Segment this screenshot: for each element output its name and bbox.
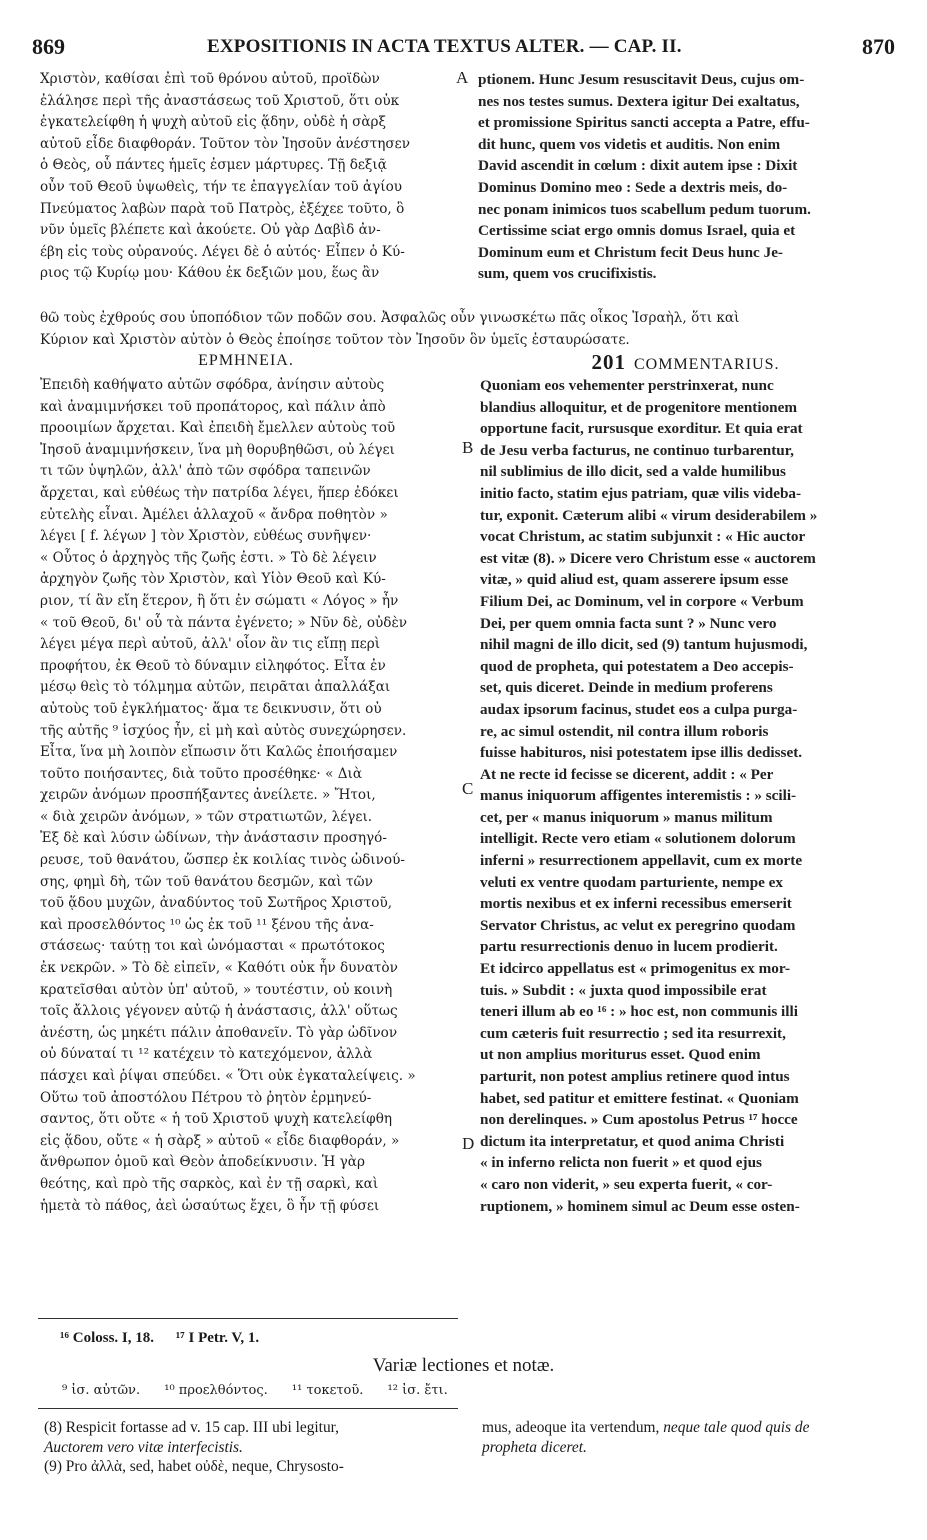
- latin-commentary-line: teneri illum ab eo ¹⁶ : » hoc est, non communis illi: [480, 1003, 798, 1021]
- greek-text-line: έβη εἰς τοὺς οὐρανούς. Λέγει δὲ ὁ αὐτός· Εἶπεν ὁ Κύ-: [40, 243, 405, 260]
- latin-commentary-line: opportune facit, rursusque exorditur. Et quia erat: [480, 420, 803, 438]
- scripture-ref: ¹⁶ Coloss. I, 18.: [60, 1330, 155, 1346]
- greek-commentary-line: αὐτοὺς τοῦ ἐγκλήματος· ἅμα τε δεικνυσιν, ὅτι οὐ: [40, 700, 382, 717]
- column-number: 201: [591, 350, 626, 374]
- variae-lectiones: [62, 1383, 468, 1398]
- greek-commentary-line: λέγει [ f. λέγων ] τὸν Χριστὸν, εὐθέως συνῆψεν·: [40, 528, 372, 545]
- running-title: EXPOSITIONIS IN ACTA TEXTUS ALTER. — CAP. II.: [207, 36, 682, 57]
- notes-left-column: [44, 1418, 464, 1477]
- latin-commentary-line: Servator Christus, ac velut ex peregrino quodam: [480, 916, 796, 934]
- note-line: (9) Pro ἀλλὰ, sed, habet οὐδὲ, neque, Chrysosto-: [44, 1458, 344, 1475]
- latin-commentary-line: ruptionem, » hominem simul ac Deum esse osten-: [480, 1197, 800, 1215]
- latin-commentary-line: set, quis diceret. Deinde in medium proferens: [480, 679, 773, 697]
- greek-commentary-line: « διὰ χειρῶν ἀνόμων, » τῶν στρατιωτῶν, λέγει.: [40, 808, 373, 825]
- latin-commentary-line: initio facto, statim ejus patriam, quæ vilis videba-: [480, 484, 802, 502]
- latin-text-line: Certissime sciat ergo omnis domus Israel, quia et: [478, 222, 796, 240]
- greek-commentary-line: Ἐξ δὲ καὶ λύσιν ὠδίνων, τὴν ἀνάστασιν προσηγό-: [40, 830, 387, 847]
- greek-commentary-line: ρευσε, τοῦ θανάτου, ὥσπερ ἐκ κοιλίας τινὸς ὠδινού-: [40, 852, 405, 869]
- note-italic: neque tale quod quis de: [663, 1419, 810, 1436]
- notes-rule: [38, 1408, 458, 1409]
- greek-commentary-line: Εἶτα, ἵνα μὴ λοιπὸν εἴπωσιν ὅτι Καλῶς ἐποιήσαμεν: [40, 744, 398, 761]
- greek-commentary: [40, 375, 455, 1217]
- latin-commentary-line: cet, per « manus iniquorum » manus militum: [480, 808, 773, 826]
- latin-commentary-line: At ne recte id fecisse se dicerent, addit : « Per: [480, 765, 774, 783]
- greek-commentary-line: οὐ δύναταί τι ¹² κατέχειν τὸ κατεχόμενον, ἀλλὰ: [40, 1046, 373, 1063]
- greek-commentary-line: προφήτου, ἐκ Θεοῦ τὸ δύναμιν εἰληφότος. Εἶτα ἐν: [40, 657, 386, 674]
- greek-text-line: οὖν τοῦ Θεοῦ ὑψωθεὶς, τήν τε ἐπαγγελίαν τοῦ ἁγίου: [40, 178, 403, 195]
- variae-lectiones-title: Variæ lectiones et notæ.: [372, 1355, 555, 1376]
- greek-commentary-line: στάσεως· ταύτῃ τοι καὶ ὠνόμασται « πρωτότοκος: [40, 938, 385, 955]
- latin-text-line: dit hunc, quem vos videtis et auditis. Non enim: [478, 135, 781, 153]
- greek-text-line: νῦν ὑμεῖς βλέπετε καὶ ἀκούετε. Οὐ γὰρ Δαβὶδ ἀν-: [40, 222, 381, 239]
- notes-right-column: [482, 1418, 894, 1457]
- latin-commentary-line: inferni » resurrectionem appellavit, cum ex morte: [480, 852, 803, 870]
- note-line: [44, 1438, 464, 1458]
- greek-commentary-line: πάσχει καὶ ῥίψαι σπεύδει. « Ὅτι οὐκ ἐγκαταλείψεις. »: [40, 1068, 416, 1084]
- latin-commentary-line: ut non amplius moriturus esset. Quod enim: [480, 1046, 761, 1064]
- greek-commentary-line: « Οὗτος ὁ ἀρχηγὸς τῆς ζωῆς ἐστι. » Τὸ δὲ λέγειν: [40, 549, 377, 566]
- greek-commentary-line: τοῖς ἄλλοις γέγονεν αὐτῷ ἡ ἀνάστασις, ἀλλ' οὕτως: [40, 1003, 398, 1020]
- greek-commentary-line: Ἰησοῦ ἀναμιμνήσκειν, ἵνα μὴ θορυβηθῶσι, οὐ λέγει: [40, 441, 395, 458]
- greek-commentary-line: καὶ ἀναμιμνήσκει τοῦ προπάτορος, καὶ πάλιν ἀπὸ: [40, 398, 386, 415]
- latin-commentary-line: manus iniquorum affigentes interemistis : » scili-: [480, 787, 797, 805]
- greek-commentary-line: ἐκ νεκρῶν. » Τὸ δὲ εἰπεῖν, « Καθότι οὐκ ἦν δυνατὸν: [40, 960, 398, 977]
- note-line: (8) Respicit fortasse ad v. 15 cap. III ubi legitur,: [44, 1419, 339, 1436]
- greek-commentary-line: τοῦτο ποιήσαντες, διὰ τοῦτο προσέθηκε· « Διὰ: [40, 765, 363, 782]
- latin-commentary: [480, 375, 895, 1217]
- scripture-references: [60, 1330, 277, 1347]
- page-header: [32, 34, 895, 64]
- greek-commentary-line: θεότης, καὶ πρὸ τῆς σαρκὸς, καὶ ἐν τῇ σαρκὶ, καὶ: [40, 1175, 379, 1192]
- scripture-ref: ¹⁷ I Petr. V, 1.: [175, 1330, 260, 1346]
- latin-commentary-line: dictum ita interpretatur, et quod anima Christi: [480, 1132, 785, 1150]
- note-line: [482, 1418, 894, 1438]
- greek-text-line: Πνεύματος λαβὼν παρὰ τοῦ Πατρὸς, ἐξέχεε τοῦτο, ὃ: [40, 200, 405, 217]
- latin-text-line: sum, quem vos crucifixistis.: [478, 265, 657, 283]
- latin-commentary-line: nil sublimius de illo dicit, sed a valde humilibus: [480, 463, 786, 481]
- greek-commentary-line: σαντος, ὅτι οὔτε « ἡ τοῦ Χριστοῦ ψυχὴ κατελείφθη: [40, 1111, 393, 1128]
- variant-reading: ¹⁰ προελθόντος.: [164, 1383, 268, 1398]
- latin-commentary-line: Et idcirco appellatus est « primogenitus ex mor-: [480, 960, 791, 978]
- latin-text-line: nes nos testes sumus. Dextera igitur Dei exaltatus,: [478, 92, 800, 110]
- latin-commentary-line: quod de propheta, qui potestatem a Deo accepis-: [480, 657, 794, 675]
- latin-commentary-line: fuisse habituros, nisi potestatem ipse illis dedisset.: [480, 744, 803, 762]
- greek-commentary-line: Οὕτω τοῦ ἀποστόλου Πέτρου τὸ ῥητὸν ἑρμηνεύ-: [40, 1089, 372, 1106]
- greek-commentary-line: μέσῳ θεὶς τὸ τόλμημα αὐτῶν, πειρᾶται ἀπαλλάξαι: [40, 679, 391, 696]
- greek-text-line: ἐγκατελείφθη ἡ ψυχὴ αὐτοῦ εἰς ᾅδην, οὐδὲ ἡ σὰρξ: [40, 114, 387, 131]
- latin-commentary-line: mortis nexibus et ex inferni recessibus emerserit: [480, 895, 792, 913]
- latin-commentary-line: veluti ex ventre quodam parturiente, nempe ex: [480, 873, 784, 891]
- greek-text-line: ἐλάλησε περὶ τῆς ἀναστάσεως τοῦ Χριστοῦ, ὅτι οὐκ: [40, 92, 400, 109]
- latin-commentary-line: re, ac simul ostendit, nil contra illum roboris: [480, 722, 769, 740]
- latin-text-line: et promissione Spiritus sancti accepta a Patre, effu-: [478, 114, 810, 132]
- note-text: mus, adeoque ita vertendum,: [482, 1419, 660, 1436]
- greek-commentary-line: σης, φημὶ δὴ, τῶν τοῦ θανάτου δεσμῶν, καὶ τῶν: [40, 873, 373, 890]
- greek-commentary-line: ἀνέστη, ὡς μηκέτι πάλιν ἀποθανεῖν. Τὸ γὰρ ὠδῖνον: [40, 1024, 398, 1041]
- greek-commentary-line: τι τῶν ὑψηλῶν, ἀλλ' ἀπὸ τῶν σφόδρα ταπεινῶν: [40, 463, 371, 480]
- greek-section-heading: ΕΡΜΗΝΕΙΑ.: [198, 352, 294, 369]
- latin-text-line: David ascendit in cœlum : dixit autem ipse : Dixit: [478, 157, 798, 175]
- greek-commentary-line: ἡμετὰ τὸ πάθος, ἀεὶ ὡσαύτως ἔχει, ὃ ἦν τῇ φύσει: [40, 1197, 380, 1214]
- greek-commentary-line: εἰς ᾅδου, οὔτε « ἡ σὰρξ » αὐτοῦ « εἶδε διαφθοράν, »: [40, 1132, 400, 1149]
- latin-commentary-line: blandius alloquitur, et de progenitore mentionem: [480, 398, 798, 416]
- latin-commentary-line: habet, sed patitur et emittere festinat. « Quoniam: [480, 1089, 799, 1107]
- latin-commentary-line: Filium Dei, ac Dominum, vel in corpore « Verbum: [480, 592, 804, 610]
- latin-heading-label: COMMENTARIUS.: [633, 356, 780, 373]
- latin-commentary-line: audax ipsorum facinus, studet eos a culpa purga-: [480, 700, 798, 718]
- greek-commentary-line: κρατεῖσθαι αὐτὸν ὑπ' αὐτοῦ, » τουτέστιν, οὐ κοινὴ: [40, 981, 393, 998]
- latin-commentary-line: cum cæteris fuit resurrectio ; sed ita resurrexit,: [480, 1024, 786, 1042]
- greek-commentary-line: Ἐπειδὴ καθήψατο αὐτῶν σφόδρα, ἀνίησιν αὐτοὺς: [40, 377, 385, 393]
- latin-commentary-line: vocat Christum, ac statim subjunxit : « Hic auctor: [480, 528, 806, 546]
- latin-commentary-line: tuis. » Subdit : « juxta quod impossibile erat: [480, 981, 767, 999]
- greek-commentary-line: « τοῦ Θεοῦ, δι' οὗ τὰ πάντα ἐγένετο; » Νῦν δὲ, οὐδὲν: [40, 614, 408, 631]
- latin-commentary-line: intelligit. Recte vero etiam « solutionem dolorum: [480, 830, 796, 848]
- latin-text-line: nec ponam inimicos tuos scabellum pedum tuorum.: [478, 200, 811, 218]
- latin-commentary-line: non derelinques. » Cum apostolus Petrus ¹⁷ hocce: [480, 1111, 798, 1129]
- latin-text-line: ptionem. Hunc Jesum resuscitavit Deus, cujus om-: [478, 71, 805, 88]
- greek-commentary-line: λέγει μέγα περὶ αὐτοῦ, ἀλλ' οἷον ἂν τις εἴπῃ περὶ: [40, 636, 381, 653]
- greek-commentary-line: ριον, τί ἂν εἴη ἕτερον, ἢ ὅτι ἐν σώματι « Λόγος » ἦν: [40, 592, 399, 609]
- greek-commentary-line: τῆς αὐτῆς ⁹ ἰσχύος ἦν, εἰ μὴ καὶ αὐτὸς συνεχώρησεν.: [40, 722, 407, 739]
- greek-commentary-line: καὶ προσελθόντος ¹⁰ ὡς ἐκ τοῦ ¹¹ ξένου τῆς ἀνα-: [40, 916, 374, 933]
- greek-spanning-lines: [40, 308, 895, 351]
- latin-commentary-line: parturit, non potest amplius retinere quod intus: [480, 1068, 790, 1085]
- page-number-left: 869: [32, 34, 65, 59]
- greek-text-line: αὐτοῦ εἶδε διαφθοράν. Τοῦτον τὸν Ἰησοῦν ἀνέστησεν: [40, 135, 410, 152]
- latin-commentary-line: nihil magni de illo dicit, sed (9) tantum hujusmodi,: [480, 636, 808, 654]
- footnote-rule: [38, 1318, 458, 1319]
- margin-marker-c: C: [462, 779, 474, 798]
- latin-commentary-line: vitæ, » quid aliud est, quam asserere ipsum esse: [480, 571, 789, 589]
- latin-commentary-line: partu resurrectionis denuo in lucem prodierit.: [480, 938, 778, 956]
- greek-commentary-line: προοιμίων ἄρχεται. Καὶ ἐπειδὴ ἔμελλεν αὐτοὺς τοῦ: [40, 420, 396, 437]
- note-italic: Auctorem vero vitæ interfecistis.: [44, 1438, 243, 1456]
- latin-commentary-line: de Jesu verba facturus, ne continuo turbarentur,: [480, 441, 794, 459]
- greek-text-top: [40, 69, 452, 285]
- margin-marker-b: B: [462, 438, 474, 457]
- greek-commentary-line: χειρῶν ἀνόμων προσπήξαντες ἀνείλετε. » Ἤτοι,: [40, 787, 376, 804]
- greek-commentary-line: ἀρχηγὸν ζωῆς τὸν Χριστὸν, καὶ Υἱὸν Θεοῦ καὶ Κύ-: [40, 571, 386, 588]
- latin-commentary-line: « caro non viderit, » seu experta fuerit, « cor-: [480, 1175, 773, 1193]
- greek-commentary-line: ἄρχεται, καὶ εὐθέως τὴν πατρίδα λέγει, ἥπερ ἐδόκει: [40, 484, 399, 501]
- greek-commentary-line: ἄνθρωπον ὁμοῦ καὶ Θεὸν ἀποδείκνυσιν. Ἡ γὰρ: [40, 1154, 365, 1171]
- greek-text-line: ὁ Θεὸς, οὗ πάντες ἡμεῖς ἐσμεν μάρτυρες. Τῇ δεξιᾷ: [40, 157, 387, 174]
- greek-text-line: θῶ τοὺς ἐχθρούς σου ὑποπόδιον τῶν ποδῶν σου. Ἀσφαλῶς οὖν γινωσκέτω πᾶς οἶκος Ἰσραὴλ, ὅτι καὶ: [40, 310, 740, 326]
- variant-reading: ¹² ἰσ. ἔτι.: [387, 1383, 448, 1398]
- greek-commentary-line: εὐτελὴς εἶναι. Ἀμέλει ἀλλαχοῦ « ἄνδρα ποθητὸν »: [40, 506, 388, 523]
- latin-text-top: [478, 69, 893, 285]
- latin-commentary-line: Dei, per quem omnia facta sunt ? » Nunc vero: [480, 614, 777, 632]
- page-number-right: 870: [862, 34, 895, 59]
- greek-commentary-line: τοῦ ᾅδου μυχῶν, ἀναδύντος τοῦ Σωτῆρος Χριστοῦ,: [40, 895, 393, 912]
- margin-marker-a: A: [456, 68, 469, 87]
- latin-section-heading: [478, 350, 893, 375]
- greek-text-line: Κύριον καὶ Χριστὸν αὐτὸν ὁ Θεὸς ἐποίησε τοῦτον τὸν Ἰησοῦν ὃν ὑμεῖς ἐσταυρώσατε.: [40, 331, 630, 348]
- latin-commentary-line: tur, exponit. Cæterum alibi « virum desiderabilem »: [480, 506, 818, 524]
- latin-text-line: Dominum eum et Christum fecit Deus hunc Je-: [478, 243, 783, 261]
- margin-marker-d: D: [462, 1134, 475, 1153]
- latin-text-line: Dominus Domino meo : Sede a dextris meis, do-: [478, 178, 788, 196]
- greek-text-line: ριος τῷ Κυρίῳ μου· Κάθου ἐκ δεξιῶν μου, ἕως ἂν: [40, 265, 380, 282]
- variant-reading: ⁹ ἰσ. αὐτῶν.: [62, 1383, 141, 1398]
- greek-text-line: Χριστὸν, καθίσαι ἐπὶ τοῦ θρόνου αὐτοῦ, προϊδὼν: [40, 71, 380, 87]
- note-line: [482, 1438, 894, 1458]
- note-italic: propheta diceret.: [482, 1438, 587, 1456]
- latin-commentary-line: « in inferno relicta non fuerit » et quod ejus: [480, 1154, 762, 1172]
- variant-reading: ¹¹ τοκετοῦ.: [291, 1383, 364, 1398]
- latin-commentary-line: Quoniam eos vehementer perstrinxerat, nunc: [480, 377, 774, 394]
- latin-commentary-line: est vitæ (8). » Dicere vero Christum esse « auctorem: [480, 549, 816, 567]
